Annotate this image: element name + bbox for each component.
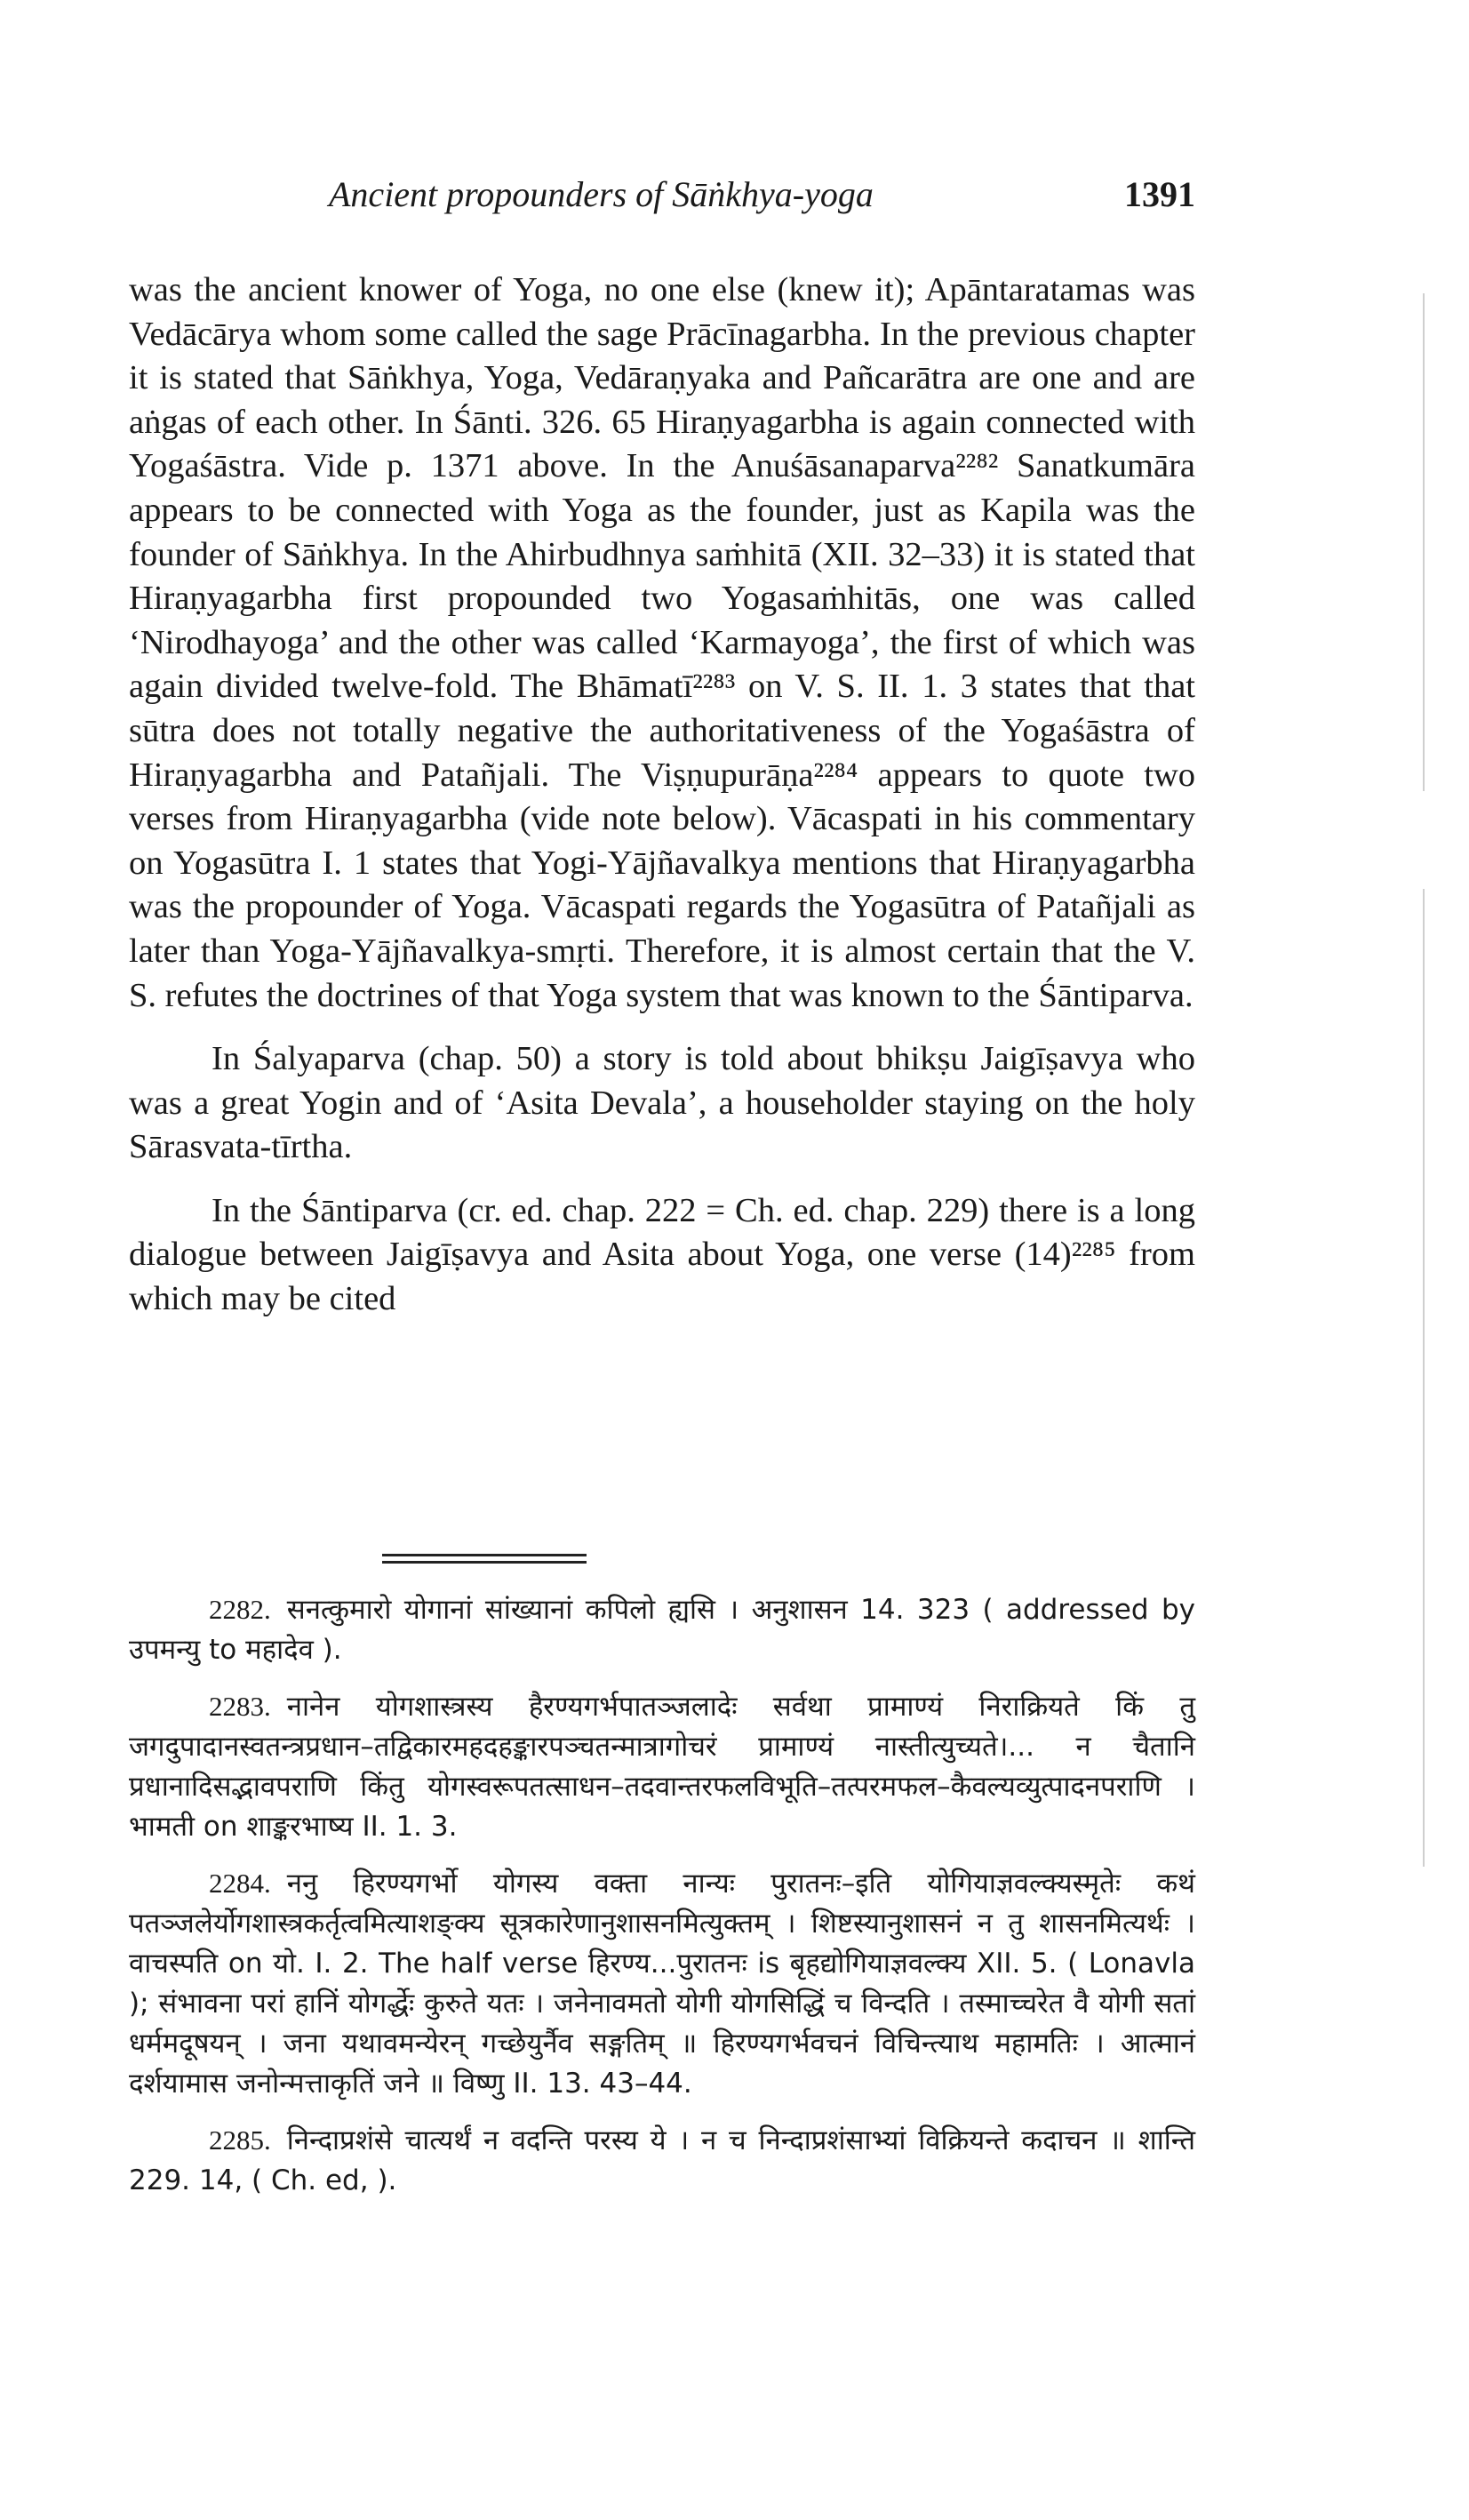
paragraph-santiparva: In the Śāntiparva (cr. ed. chap. 222 = Ch. ed. chap. 229) there is a long dialogue between Jaigīṣavya and Asita about Yoga, one verse (14)²²⁸⁵ from which may be cited (129, 1191, 1195, 1318)
footnote-number: 2285. (209, 2124, 271, 2156)
margin-scan-mark (1423, 889, 1425, 1867)
footnote-2285 (129, 2120, 1195, 2201)
running-head (129, 173, 1195, 227)
footnote-text: ननु हिरण्यगर्भो योगस्य वक्ता नान्यः पुरातनः–इति योगियाज्ञवल्क्यस्मृतेः कथं पतञ्जलेर्योगशास्त्रकर्तृत्वमित्याशङ्क्य सूत्रकारेणानुशासनमित्युक्तम् । शिष्टस्यानुशासनं न तु शासनमित्यर्थः । वाचस्पति on यो. I. 2. The half verse हिरण्य...पुरातनः is बृहद्योगियाज्ञवल्क्य XII. 5. ( Lonavla ); संभावना परां हानिं योगर्द्धेः कुरुते यतः । जनेनावमतो योगी योगसिद्धिं च विन्दति । तस्माच्चरेत वै योगी सतां धर्ममदूषयन् । जना यथावमन्येरन् गच्छेयुर्नैव सङ्गतिम् ॥ हिरण्यगर्भवचनं विचिन्त्याथ महामतिः । आत्मानं दर्शयामास जनोन्मत्ताकृतिं जने ॥ विष्णु II. 13. 43–44. (129, 1868, 1195, 2100)
footnote-number: 2282. (209, 1594, 271, 1625)
running-title: Ancient propounders of Sāṅkhya-yoga (329, 174, 874, 214)
paragraph-salyaparva: In Śalyaparva (chap. 50) a story is told about bhikṣu Jaigīṣavya who was a great Yogin and of ‘Asita Devala’, a householder staying on the holy Sārasvata-tīrtha. (129, 1040, 1195, 1166)
footnote-text: निन्दाप्रशंसे चात्यर्थं न वदन्ति परस्य ये । न च निन्दाप्रशंसाभ्यां विक्रियन्ते कदाचन ॥ शान्ति 229. 14, ( Ch. ed, ). (129, 2124, 1195, 2196)
footnote-rule-top (382, 1554, 587, 1556)
footnote-2282 (129, 1589, 1195, 1670)
footnote-number: 2283. (209, 1691, 271, 1722)
body-text (129, 268, 1195, 1341)
footnote-2283 (129, 1686, 1195, 1847)
footnotes (129, 1589, 1195, 2217)
footnote-2284 (129, 1863, 1195, 2104)
footnote-number: 2284. (209, 1868, 271, 1899)
margin-scan-mark (1423, 293, 1425, 791)
footnote-rule-bottom (382, 1561, 587, 1564)
footnote-text: नानेन योगशास्त्रस्य हैरण्यगर्भपातञ्जलादेः सर्वथा प्रामाण्यं निराक्रियते किं तु जगदुपादानस्वतन्त्रप्रधान–तद्विकारमहदहङ्कारपञ्चतन्मात्रागोचरं प्रामाण्यं नास्तीत्युच्यते।... न चैतानि प्रधानादिसद्भावपराणि किंतु योगस्वरूपतत्साधन–तदवान्तरफलविभूति–तत्परमफल–कैवल्यव्युत्पादनपराणि । भामती on शाङ्करभाष्य II. 1. 3. (129, 1691, 1195, 1843)
paragraph-continued: was the ancient knower of Yoga, no one else (knew it); Apāntaratamas was Vedācārya whom some called the sage Prācīnagarbha. In the previous chapter it is stated that Sāṅkhya, Yoga, Vedāraṇyaka and Pañcarātra are one and are aṅgas of each other. In Śānti. 326. 65 Hiraṇyagarbha is again connected with Yogaśāstra. Vide p. 1371 above. In the Anuśāsanaparva²²⁸² Sanatkumāra appears to be connected with Yoga as the founder, just as Kapila was the founder of Sāṅkhya. In the Ahirbudhnya saṁhitā (XII. 32–33) it is stated that Hiraṇyagarbha first propounded two Yogasaṁhitās, one was called ‘Nirodhayoga’ and the other was called ‘Karmayoga’, the first of which was again divided twelve-fold. The Bhāmatī²²⁸³ on V. S. II. 1. 3 states that that sūtra does not totally negative the authoritativeness of the Yogaśāstra of Hiraṇyagarbha and Patañjali. The Viṣṇupurāṇa²²⁸⁴ appears to quote two verses from Hiraṇyagarbha (vide note below). Vācaspati in his commentary on Yogasūtra I. 1 states that Yogi-Yājñavalkya mentions that Hiraṇyagarbha was the propounder of Yoga. Vācaspati regards the Yogasūtra of Patañjali as later than Yoga-Yājñavalkya-smṛti. Therefore, it is almost certain that the V. S. refutes the doctrines of that Yoga system that was known to the Śāntiparva. (129, 271, 1195, 1014)
footnote-text: सनत्कुमारो योगानां सांख्यानां कपिलो ह्यसि । अनुशासन 14. 323 ( addressed by उपमन्यु to महादेव ). (129, 1594, 1195, 1666)
page-number: 1391 (1124, 174, 1195, 214)
